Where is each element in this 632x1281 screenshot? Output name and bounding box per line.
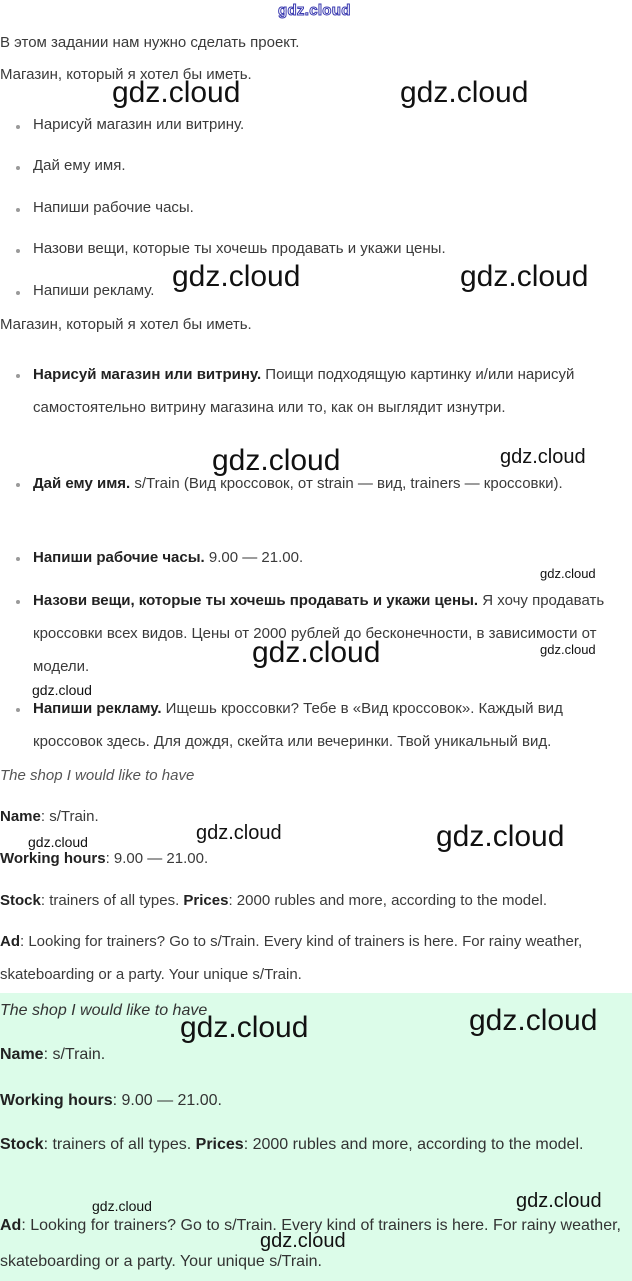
stock-label: Stock — [0, 1136, 44, 1153]
english-hours-line — [0, 1091, 222, 1111]
watermark: gdz.cloud — [92, 1198, 152, 1214]
watermark-top: gdz.cloud — [278, 2, 351, 19]
ad-label: Ad — [0, 1217, 22, 1234]
intro-line-1: В этом задании нам нужно сделать проект. — [0, 34, 300, 51]
bullet-icon — [16, 708, 20, 712]
stock-value: : trainers of all types. — [40, 892, 184, 909]
intro-line-2: Магазин, который я хотел бы иметь. — [0, 66, 252, 83]
ad-label: Ad — [0, 933, 20, 950]
bullet-icon — [16, 249, 20, 253]
watermark: gdz.cloud — [540, 566, 596, 581]
watermark: gdz.cloud — [540, 642, 596, 657]
name-value: : s/Train. — [40, 808, 99, 825]
watermark: gdz.cloud — [112, 76, 241, 109]
list-item-rest: Ищешь кроссовки? Тебе в «Вид кроссовок». Каждый вид кроссовок здесь. Для дождя, скейта или вечеринки. Твой уникальный вид. — [33, 700, 563, 750]
watermark: gdz.cloud — [400, 76, 529, 109]
name-value: : s/Train. — [43, 1046, 106, 1063]
stock-value: : trainers of all types. — [43, 1136, 196, 1153]
name-label: Name — [0, 808, 41, 825]
list-item-text — [33, 358, 629, 424]
list-item-text: Нарисуй магазин или витрину. — [33, 116, 245, 133]
watermark: gdz.cloud — [196, 822, 282, 844]
english-name-line — [0, 807, 99, 827]
list-item-rest: Я хочу продавать кроссовки всех видов. Цены от 2000 рублей до бесконечности, в зависимости от модели. — [33, 592, 605, 675]
bullet-icon — [16, 125, 20, 129]
list-item-bold: Напиши рабочие часы. — [33, 549, 205, 566]
ad-value: : Looking for trainers? Go to s/Train. Every kind of trainers is here. For rainy weather, skateboarding or a party. Your unique s/Train. — [0, 1217, 621, 1270]
watermark: gdz.cloud — [172, 260, 301, 293]
stock-label: Stock — [0, 892, 41, 909]
watermark: gdz.cloud — [252, 636, 381, 669]
watermark: gdz.cloud — [212, 444, 341, 477]
watermark: gdz.cloud — [436, 820, 565, 853]
watermark: gdz.cloud — [32, 682, 92, 698]
english-title: The shop I would like to have — [0, 1002, 208, 1019]
bullet-icon — [16, 374, 20, 378]
list-item-text: Дай ему имя. — [33, 157, 126, 174]
bullet-icon — [16, 166, 20, 170]
watermark: gdz.cloud — [469, 1004, 598, 1037]
list-item-rest: 9.00 — 21.00. — [204, 549, 304, 566]
prices-value: : 2000 rubles and more, according to the model. — [243, 1136, 584, 1153]
bullet-icon — [16, 557, 20, 561]
watermark: gdz.cloud — [28, 834, 88, 850]
english-name-line — [0, 1045, 105, 1065]
watermark: gdz.cloud — [460, 260, 589, 293]
list-item-text: Напиши рабочие часы. — [33, 199, 194, 216]
watermark: gdz.cloud — [180, 1011, 309, 1044]
prices-label: Prices — [195, 1136, 244, 1153]
bullet-icon — [16, 208, 20, 212]
list-item-rest: Поищи подходящую картинку и/или нарисуй самостоятельно витрину магазина или то, как он выглядит изнутри. — [33, 366, 575, 416]
english-stock-line — [0, 891, 547, 911]
bullet-icon — [16, 600, 20, 604]
ad-value: : Looking for trainers? Go to s/Train. Every kind of trainers is here. For rainy weather, skateboarding or a party. Your unique s/Train. — [0, 933, 583, 983]
english-stock-line — [0, 1127, 628, 1163]
hours-value: : 9.00 — 21.00. — [105, 850, 209, 867]
list-item-rest: s/Train (Вид кроссовок, от strain — вид, trainers — кроссовки). — [130, 475, 563, 492]
list-item-text: Назови вещи, которые ты хочешь продавать и укажи цены. — [33, 240, 446, 257]
answer-heading: Магазин, который я хотел бы иметь. — [0, 316, 252, 333]
english-ad-line — [0, 925, 620, 991]
list-item-bold: Нарисуй магазин или витрину. — [33, 366, 262, 383]
prices-value: : 2000 rubles and more, according to the model. — [228, 892, 547, 909]
hours-value: : 9.00 — 21.00. — [112, 1092, 222, 1109]
watermark: gdz.cloud — [500, 446, 586, 468]
english-title: The shop I would like to have — [0, 767, 195, 784]
hours-label: Working hours — [0, 1092, 113, 1109]
watermark: gdz.cloud — [516, 1190, 602, 1212]
list-item-text: Напиши рекламу. — [33, 282, 155, 299]
list-item-text — [33, 692, 629, 758]
prices-label: Prices — [183, 892, 229, 909]
name-label: Name — [0, 1046, 44, 1063]
list-item-bold: Напиши рекламу. — [33, 700, 162, 717]
watermark: gdz.cloud — [260, 1230, 346, 1252]
list-item-bold: Дай ему имя. — [33, 475, 131, 492]
hours-label: Working hours — [0, 850, 106, 867]
list-item-bold: Назови вещи, которые ты хочешь продавать и укажи цены. — [33, 592, 479, 609]
bullet-icon — [16, 483, 20, 487]
english-hours-line — [0, 849, 208, 869]
bullet-icon — [16, 291, 20, 295]
